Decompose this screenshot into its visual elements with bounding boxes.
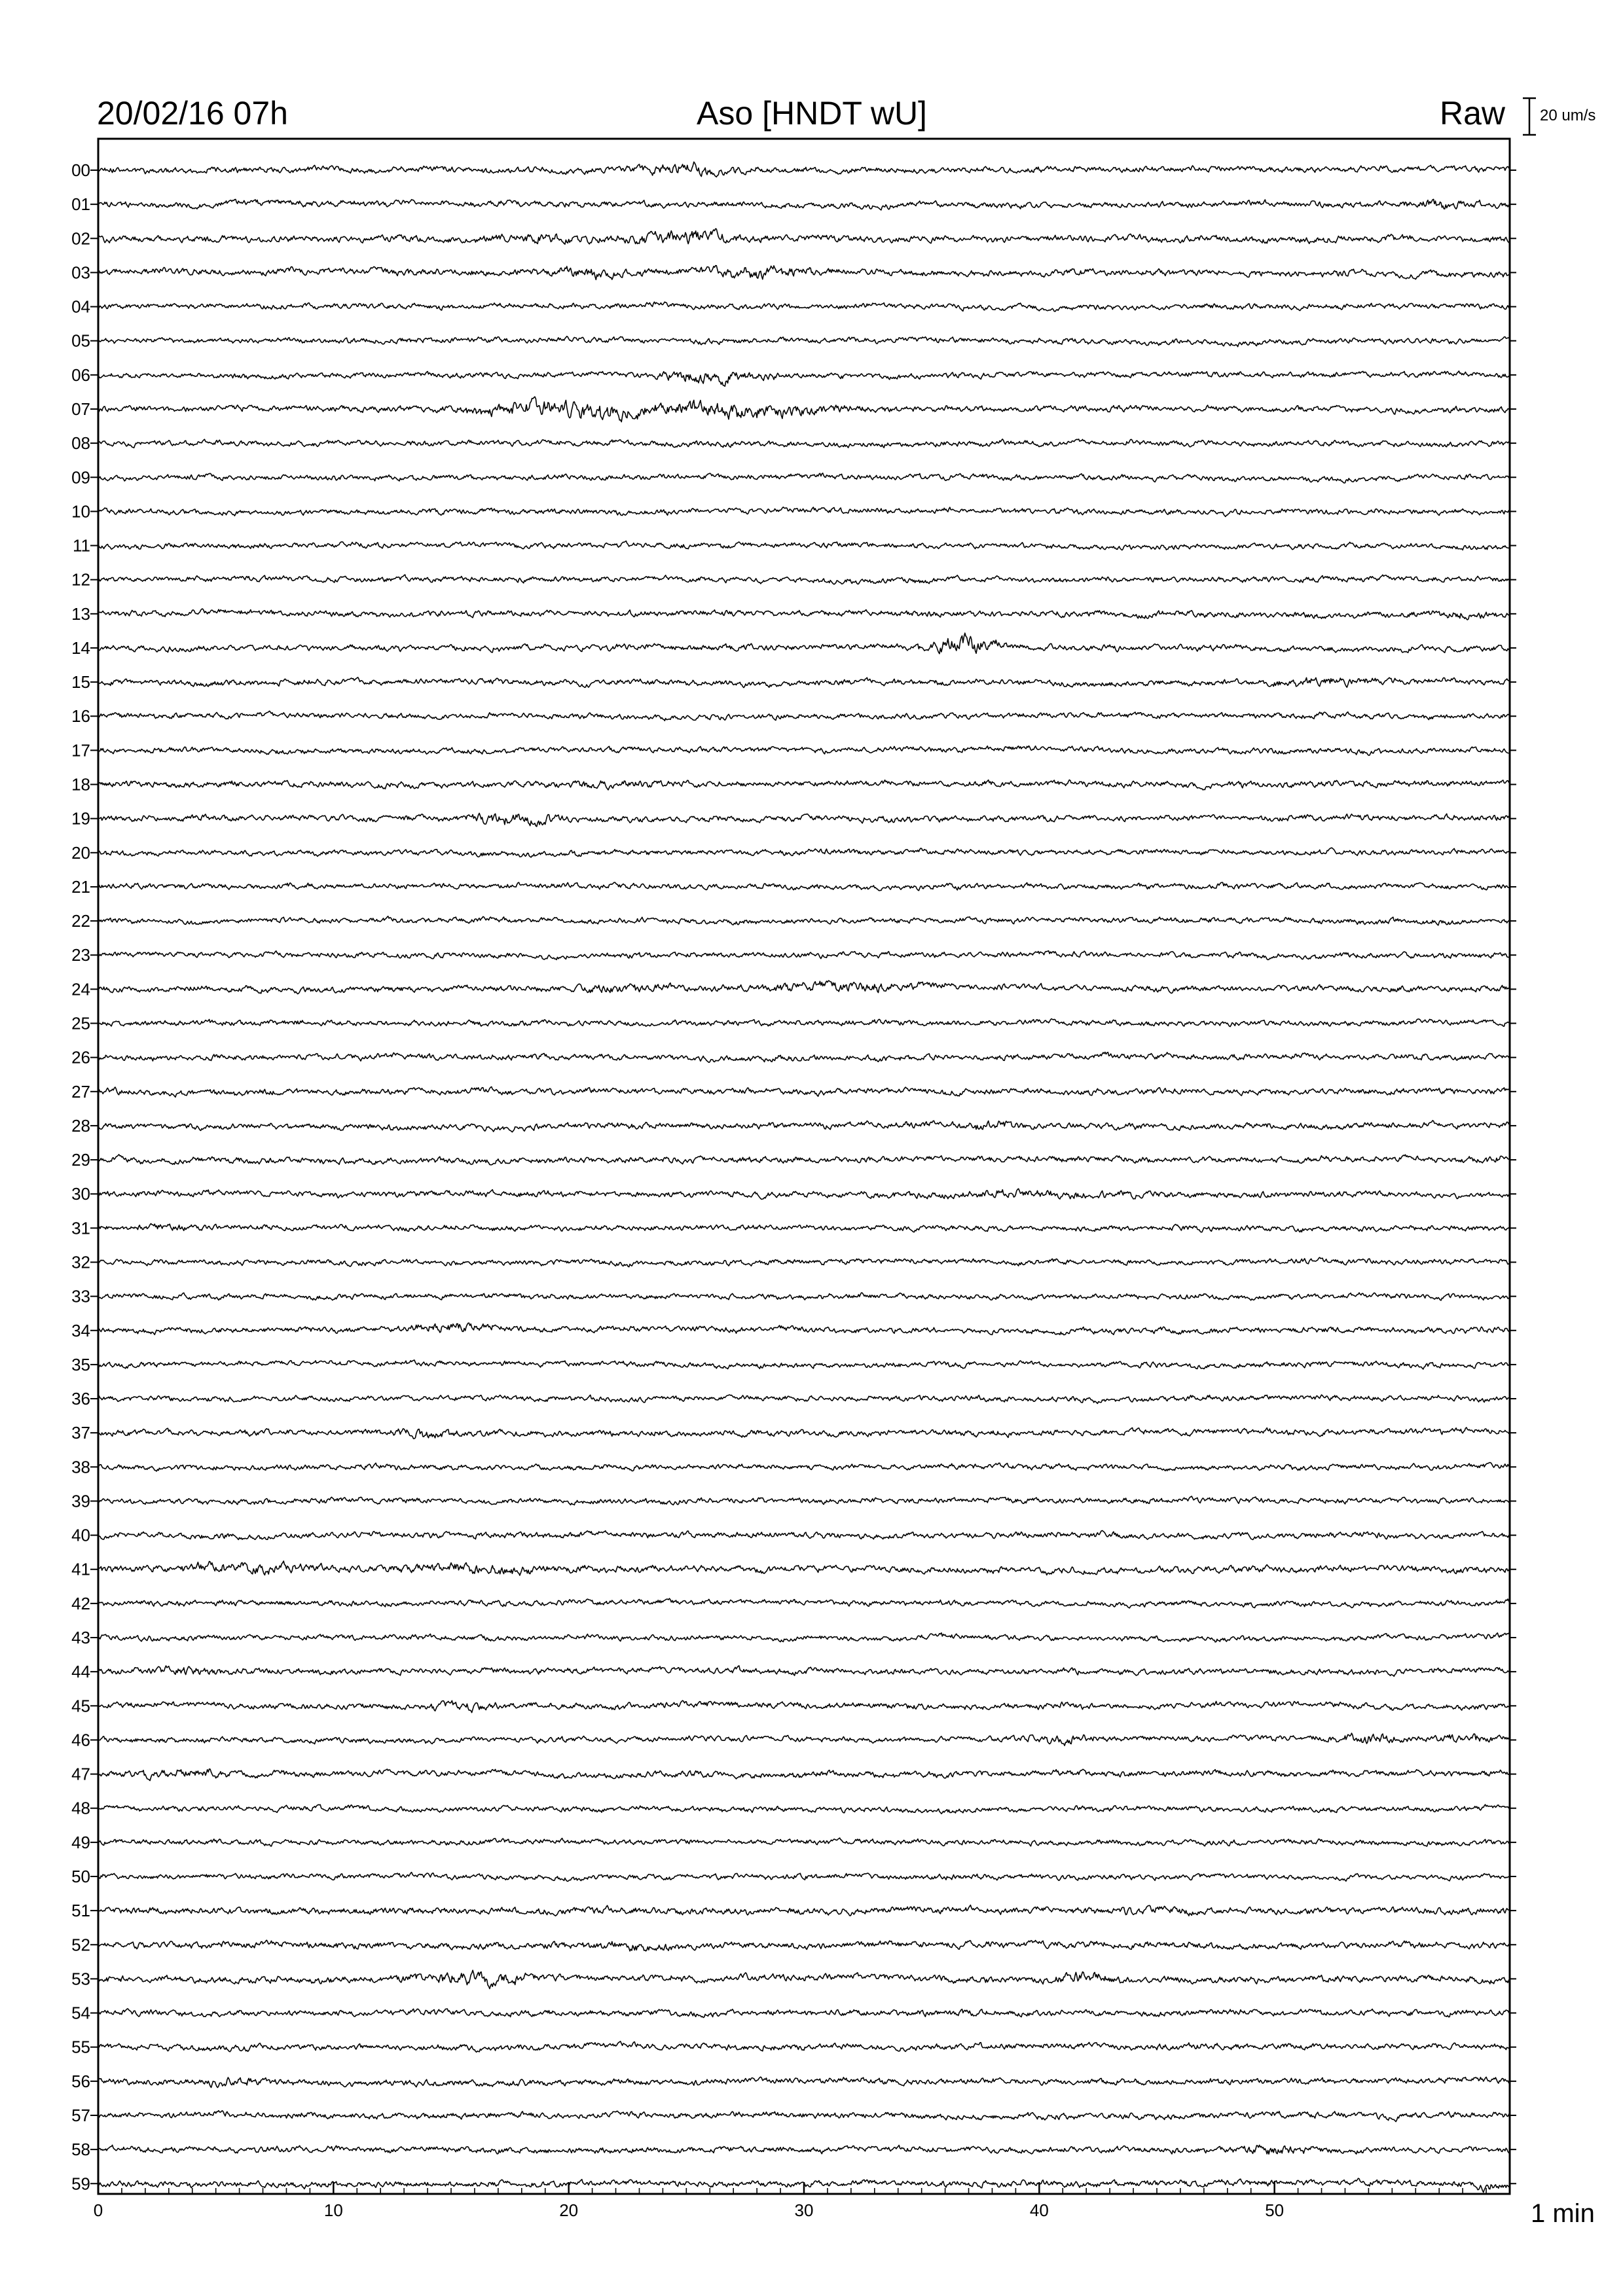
trace-row-55 [71, 2037, 1516, 2057]
trace-row-50 [71, 1867, 1516, 1886]
trace-row-53 [71, 1969, 1516, 1988]
trace-row-23 [71, 945, 1516, 965]
row-label: 46 [71, 1730, 90, 1750]
waveform-trace [98, 1970, 1510, 1988]
row-label: 52 [71, 1935, 90, 1955]
trace-row-51 [71, 1901, 1516, 1920]
waveform-trace [98, 1905, 1510, 1916]
trace-row-46 [71, 1730, 1516, 1749]
waveform-trace [98, 848, 1510, 857]
row-label: 01 [71, 194, 90, 215]
waveform-trace [98, 1087, 1510, 1098]
waveform-trace [98, 711, 1510, 721]
trace-row-29 [71, 1150, 1516, 1170]
waveform-trace [98, 541, 1510, 550]
amplitude-scale-label: 20 um/s [1540, 107, 1596, 124]
row-label: 09 [71, 467, 90, 488]
trace-row-54 [71, 2003, 1516, 2023]
trace-row-24 [71, 979, 1516, 999]
row-label: 10 [71, 501, 90, 522]
row-label: 26 [71, 1047, 90, 1067]
row-label: 41 [71, 1559, 90, 1579]
trace-row-32 [71, 1252, 1516, 1272]
waveform-trace [98, 1873, 1510, 1882]
trace-row-19 [71, 809, 1516, 829]
row-label: 23 [71, 945, 90, 965]
waveform-trace [98, 882, 1510, 891]
row-label: 58 [71, 2140, 90, 2160]
x-tick-label: 50 [1265, 2200, 1285, 2220]
row-label: 15 [71, 672, 90, 692]
row-label: 38 [71, 1457, 90, 1477]
trace-row-11 [73, 536, 1516, 556]
trace-row-39 [71, 1491, 1516, 1511]
trace-row-22 [71, 911, 1516, 931]
plot-frame [98, 139, 1510, 2194]
trace-row-45 [71, 1696, 1516, 1715]
waveform-trace [98, 1838, 1510, 1846]
waveform-trace [98, 1633, 1510, 1642]
trace-row-06 [71, 365, 1516, 386]
row-label: 37 [71, 1423, 90, 1443]
row-label: 42 [71, 1593, 90, 1613]
trace-row-17 [71, 740, 1516, 760]
trace-rows [71, 160, 1516, 2193]
waveform-trace [98, 228, 1510, 244]
row-label: 20 [71, 842, 90, 863]
waveform-trace [98, 473, 1510, 483]
amplitude-scale-bar [1523, 98, 1536, 135]
waveform-trace [98, 2145, 1510, 2154]
row-label: 43 [71, 1628, 90, 1648]
station-title: Aso [HNDT wU] [697, 95, 927, 132]
waveform-trace [98, 1155, 1510, 1165]
row-label: 04 [71, 296, 90, 317]
row-label: 18 [71, 774, 90, 795]
waveform-trace [98, 1598, 1510, 1608]
waveform-trace [98, 916, 1510, 925]
row-label: 54 [71, 2003, 90, 2023]
trace-row-52 [71, 1935, 1516, 1954]
waveform-trace [98, 1121, 1510, 1132]
row-label: 44 [71, 1662, 90, 1682]
row-label: 51 [71, 1901, 90, 1921]
trace-row-31 [71, 1218, 1516, 1238]
trace-row-56 [71, 2072, 1516, 2091]
trace-row-02 [71, 228, 1516, 248]
row-label: 48 [71, 1798, 90, 1818]
trace-row-42 [71, 1594, 1516, 1613]
row-label: 12 [71, 569, 90, 590]
trace-row-59 [71, 2174, 1516, 2193]
row-label: 05 [71, 331, 90, 351]
row-label: 57 [71, 2105, 90, 2125]
waveform-trace [98, 633, 1510, 654]
date-hour-label: 20/02/16 07h [97, 95, 288, 132]
trace-row-30 [71, 1184, 1516, 1204]
trace-row-35 [71, 1355, 1516, 1374]
trace-row-36 [71, 1389, 1516, 1408]
trace-row-48 [71, 1799, 1516, 1818]
row-label: 55 [71, 2037, 90, 2057]
waveform-trace [98, 199, 1510, 210]
waveform-trace [98, 1769, 1510, 1781]
trace-row-00 [71, 160, 1516, 180]
waveform-trace [98, 1427, 1510, 1439]
row-label: 14 [71, 637, 90, 658]
trace-row-21 [71, 877, 1516, 897]
row-label: 19 [71, 808, 90, 829]
trace-row-27 [71, 1082, 1516, 1102]
row-label: 39 [71, 1491, 90, 1511]
row-label: 24 [71, 979, 90, 999]
trace-row-03 [71, 262, 1516, 282]
trace-row-40 [71, 1526, 1516, 1545]
trace-row-01 [71, 194, 1516, 214]
trace-row-28 [71, 1116, 1516, 1136]
trace-row-20 [71, 843, 1516, 863]
waveform-trace [98, 1561, 1510, 1575]
row-label: 27 [71, 1081, 90, 1102]
x-tick-label: 20 [559, 2200, 579, 2220]
waveform-trace [98, 746, 1510, 756]
waveform-trace [98, 1804, 1510, 1814]
waveform-trace [98, 1666, 1510, 1676]
mode-label: Raw [1439, 95, 1505, 132]
waveform-trace [98, 2041, 1510, 2053]
row-label: 34 [71, 1320, 90, 1340]
row-label: 53 [71, 1969, 90, 1989]
waveform-trace [98, 1052, 1510, 1063]
waveform-trace [98, 336, 1510, 347]
waveform-trace [98, 780, 1510, 790]
x-tick-label: 10 [323, 2200, 343, 2220]
trace-row-05 [71, 331, 1516, 351]
row-label: 13 [71, 603, 90, 624]
trace-row-57 [71, 2106, 1516, 2125]
waveform-trace [98, 302, 1510, 312]
waveform-trace [98, 1224, 1510, 1232]
row-label: 30 [71, 1184, 90, 1204]
row-label: 33 [71, 1286, 90, 1306]
row-label: 47 [71, 1764, 90, 1784]
waveform-trace [98, 1700, 1510, 1712]
row-label: 50 [71, 1867, 90, 1886]
row-label: 59 [71, 2174, 90, 2194]
trace-row-10 [71, 501, 1516, 521]
trace-row-37 [71, 1423, 1516, 1443]
row-label: 22 [71, 911, 90, 931]
trace-row-15 [71, 672, 1516, 692]
row-label: 06 [71, 365, 90, 385]
waveform-trace [98, 951, 1510, 960]
row-label: 40 [71, 1525, 90, 1545]
trace-row-49 [71, 1833, 1516, 1852]
row-label: 08 [71, 433, 90, 454]
trace-row-07 [71, 397, 1516, 422]
waveform-trace [98, 1019, 1510, 1027]
waveform-trace [98, 814, 1510, 827]
waveform-trace [98, 609, 1510, 620]
row-label: 21 [71, 876, 90, 897]
waveform-trace [98, 1463, 1510, 1471]
trace-row-26 [71, 1048, 1516, 1067]
row-label: 29 [71, 1150, 90, 1170]
trace-row-16 [71, 706, 1516, 726]
x-tick-label: 0 [93, 2200, 103, 2220]
waveform-trace [98, 397, 1510, 422]
trace-row-13 [71, 604, 1516, 624]
waveform-trace [98, 1531, 1510, 1540]
row-label: 45 [71, 1696, 90, 1716]
row-label: 07 [71, 399, 90, 419]
row-label: 35 [71, 1354, 90, 1374]
waveform-trace [98, 1323, 1510, 1335]
trace-row-38 [71, 1457, 1516, 1477]
trace-row-47 [71, 1765, 1516, 1784]
trace-row-41 [71, 1560, 1516, 1579]
waveform-trace [98, 2111, 1510, 2122]
x-axis [94, 2182, 1510, 2220]
waveform-trace [98, 1189, 1510, 1199]
trace-row-18 [71, 775, 1516, 795]
waveform-trace [98, 266, 1510, 280]
row-label: 02 [71, 228, 90, 249]
trace-row-25 [71, 1014, 1516, 1033]
waveform-trace [98, 980, 1510, 994]
waveform-trace [98, 2077, 1510, 2087]
x-tick-label: 40 [1029, 2200, 1049, 2220]
waveform-trace [98, 1940, 1510, 1951]
waveform-trace [98, 439, 1510, 448]
row-label: 32 [71, 1252, 90, 1272]
x-axis-unit-label: 1 min [1531, 2199, 1595, 2228]
row-label: 28 [71, 1115, 90, 1136]
row-label: 56 [71, 2071, 90, 2091]
trace-row-04 [71, 297, 1516, 317]
waveform-trace [98, 677, 1510, 688]
trace-row-33 [71, 1287, 1516, 1306]
row-label: 49 [71, 1832, 90, 1852]
waveform-trace [98, 1293, 1510, 1300]
waveform-trace [98, 1395, 1510, 1403]
row-label: 25 [71, 1013, 90, 1033]
trace-row-44 [71, 1662, 1516, 1681]
trace-row-09 [71, 467, 1516, 487]
waveform-trace [98, 1733, 1510, 1746]
waveform-trace [98, 1496, 1510, 1505]
row-label: 31 [71, 1218, 90, 1238]
trace-row-14 [71, 633, 1516, 658]
waveform-trace [98, 162, 1510, 177]
trace-row-08 [71, 433, 1516, 453]
row-label: 11 [73, 535, 90, 556]
trace-row-12 [71, 570, 1516, 590]
x-tick-label: 30 [794, 2200, 814, 2220]
waveform-trace [98, 507, 1510, 517]
waveform-trace [98, 1360, 1510, 1369]
waveform-trace [98, 2009, 1510, 2018]
trace-row-58 [71, 2140, 1516, 2159]
row-label: 17 [71, 740, 90, 761]
waveform-trace [98, 371, 1510, 386]
trace-row-34 [71, 1321, 1516, 1340]
waveform-trace [98, 575, 1510, 584]
row-label: 16 [71, 706, 90, 726]
waveform-trace [98, 1257, 1510, 1267]
row-label: 36 [71, 1389, 90, 1409]
row-label: 03 [71, 262, 90, 283]
trace-row-43 [71, 1628, 1516, 1647]
row-label: 00 [71, 160, 90, 180]
